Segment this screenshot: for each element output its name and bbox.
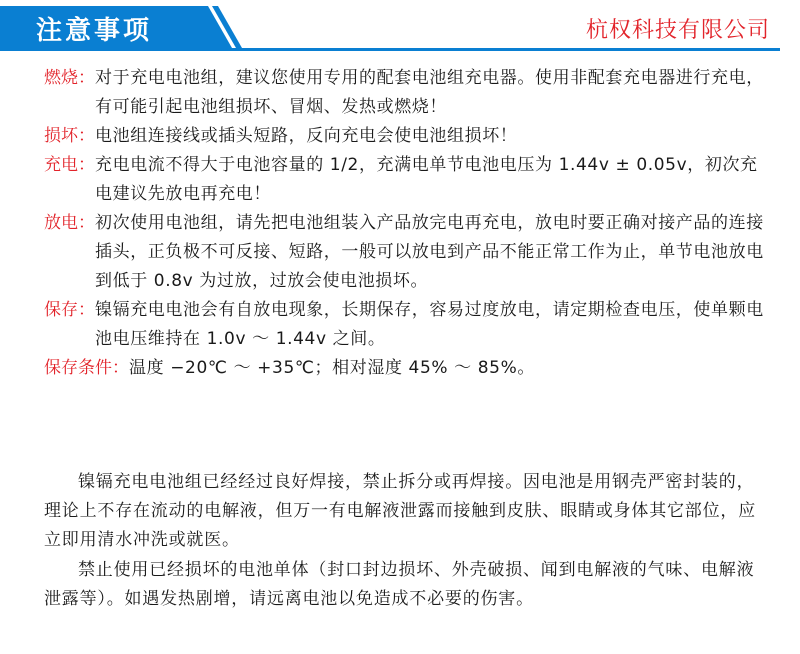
note-item-storage-conditions — [44, 354, 774, 383]
notes-list — [44, 64, 774, 383]
header-underline — [0, 48, 780, 51]
note-text: 初次使用电池组，请先把电池组装入产品放完电再充电，放电时要正确对接产品的连接插头，正负极不可反接、短路，一般可以放电到产品不能正常工作为止，单节电池放电到低于 0.8v 为过放，过放会使电池损坏。 — [95, 213, 764, 291]
note-label: 充电： — [44, 155, 95, 175]
company-name: 杭权科技有限公司 — [585, 18, 770, 43]
note-item-charging — [44, 151, 774, 209]
note-text: 对于充电电池组，建议您使用专用的配套电池组充电器。使用非配套充电器进行充电，有可能引起电池组损坏、冒烟、发热或燃烧！ — [95, 68, 764, 117]
note-label: 保存条件： — [44, 358, 129, 378]
note-label: 放电： — [44, 213, 95, 233]
section-header — [0, 0, 800, 52]
note-label: 燃烧： — [44, 68, 95, 88]
section-title: 注意事项 — [36, 16, 153, 46]
note-label: 保存： — [44, 300, 95, 320]
paragraph-welding-warning: 镍镉充电电池组已经经过良好焊接，禁止拆分或再焊接。因电池是用钢壳严密封装的，理论上不存在流动的电解液，但万一有电解液泄露而接触到皮肤、眼睛或身体其它部位，应立即用清水冲洗或就医。 — [44, 472, 756, 550]
note-text: 镍镉充电电池会有自放电现象，长期保存，容易过度放电，请定期检查电压，使单颗电池电压维持在 1.0v ～ 1.44v 之间。 — [95, 300, 764, 349]
note-item-discharging — [44, 209, 774, 296]
paragraph-damaged-cell-warning: 禁止使用已经损坏的电池单体（封口封边损坏、外壳破损、闻到电解液的气味、电解液泄露等）。如遇发热剧增，请远离电池以免造成不必要的伤害。 — [44, 560, 755, 609]
note-text: 温度 −20℃ ～ +35℃；相对湿度 45% ～ 85%。 — [129, 358, 535, 378]
note-text: 充电电流不得大于电池容量的 1/2，充满电单节电池电压为 1.44v ± 0.05v，初次充电建议先放电再充电！ — [95, 155, 758, 204]
note-item-damage — [44, 122, 774, 151]
note-label: 损坏： — [44, 126, 95, 146]
note-item-burning — [44, 64, 774, 122]
note-text: 电池组连接线或插头短路，反向充电会使电池组损坏！ — [95, 126, 518, 146]
note-item-storage — [44, 296, 774, 354]
